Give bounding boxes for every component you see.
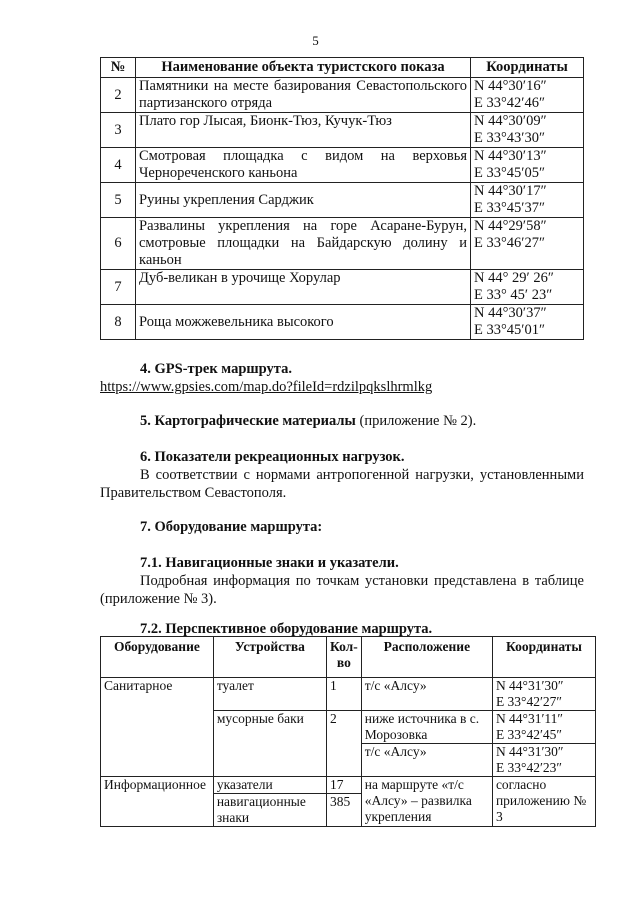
table-row xyxy=(101,678,596,711)
row-number: 4 xyxy=(101,148,136,183)
longitude: E 33°43′30″ xyxy=(474,130,545,146)
object-name: Развалины укрепления на горе Асаране-Бурун, смотровые площадки на Байдарскую долину и каньон xyxy=(136,218,471,270)
page-number: 5 xyxy=(312,33,319,48)
location: т/с «Алсу» xyxy=(361,744,492,777)
device: навигационные знаки xyxy=(213,794,326,827)
row-number: 6 xyxy=(101,218,136,270)
row-number: 5 xyxy=(101,183,136,218)
device: указатели xyxy=(213,777,326,794)
col-header-devices: Устройства xyxy=(213,637,326,678)
coordinates xyxy=(492,678,595,711)
latitude: N 44° 29′ 26″ xyxy=(474,270,554,286)
table-row xyxy=(101,113,584,148)
section-equipment xyxy=(100,518,584,536)
device: туалет xyxy=(213,678,326,711)
equipment-type: Санитарное xyxy=(101,678,214,777)
coordinates xyxy=(492,711,595,744)
section-recreation-load xyxy=(100,448,584,502)
latitude: N 44°30′09″ xyxy=(474,113,547,129)
row-number: 7 xyxy=(101,270,136,305)
latitude: N 44°31′30″ xyxy=(495,744,564,759)
device: мусорные баки xyxy=(213,711,326,777)
section-heading: 7.1. Навигационные знаки и указатели. xyxy=(140,555,399,571)
section-text: Подробная информация по точкам установки представлена в таблице (приложение № 3). xyxy=(100,573,584,607)
longitude: E 33°42′46″ xyxy=(474,95,545,111)
section-text: В соответствии с нормами антропогенной нагрузки, установленными Правительством Севастополя. xyxy=(100,467,584,501)
longitude: E 33°45′01″ xyxy=(474,322,545,338)
quantity: 1 xyxy=(326,678,361,711)
section-heading: 6. Показатели рекреационных нагрузок. xyxy=(140,449,405,465)
latitude: N 44°29′58″ xyxy=(474,218,547,234)
longitude: E 33°42′27″ xyxy=(495,694,563,709)
object-name: Плато гор Лысая, Бионк-Тюз, Кучук-Тюз xyxy=(136,113,471,148)
equipment-type: Информационное xyxy=(101,777,214,827)
table-row xyxy=(101,777,596,794)
col-header-number: № xyxy=(101,58,136,78)
section-text: (приложение № 2). xyxy=(355,413,477,429)
coordinates xyxy=(471,113,584,148)
longitude: E 33°42′45″ xyxy=(495,727,563,742)
section-gps-track xyxy=(100,360,584,396)
section-maps xyxy=(100,412,584,430)
col-header-coordinates: Координаты xyxy=(471,58,584,78)
coordinates xyxy=(471,218,584,270)
latitude: N 44°30′17″ xyxy=(474,183,547,199)
longitude: E 33°45′37″ xyxy=(474,200,545,216)
row-number: 3 xyxy=(101,113,136,148)
col-header-location: Расположение xyxy=(361,637,492,678)
row-number: 8 xyxy=(101,305,136,340)
latitude: N 44°30′16″ xyxy=(474,78,547,94)
col-header-name: Наименование объекта туристского показа xyxy=(136,58,471,78)
location: ниже источника в с. Морозовка xyxy=(361,711,492,744)
coordinates xyxy=(471,270,584,305)
latitude: N 44°31′30″ xyxy=(495,678,564,693)
table-header-row xyxy=(101,637,596,678)
section-heading: 5. Картографические материалы xyxy=(140,413,356,429)
latitude: N 44°30′13″ xyxy=(474,148,547,164)
object-name: Дуб-великан в урочище Хорулар xyxy=(136,270,471,305)
col-header-coordinates: Координаты xyxy=(492,637,595,678)
row-number: 2 xyxy=(101,78,136,113)
location: т/с «Алсу» xyxy=(361,678,492,711)
object-name: Руины укрепления Сарджик xyxy=(136,183,471,218)
table-row xyxy=(101,183,584,218)
table-header-row xyxy=(101,58,584,78)
equipment-table xyxy=(100,636,596,827)
table-row xyxy=(101,270,584,305)
object-name: Роща можжевельника высокого xyxy=(136,305,471,340)
coordinates xyxy=(471,78,584,113)
section-heading: 7. Оборудование маршрута: xyxy=(140,519,323,535)
gps-track-link[interactable]: https://www.gpsies.com/map.do?fileId=rdzilpqkslhrmlkg xyxy=(100,379,433,395)
col-header-quantity: Кол-во xyxy=(326,637,361,678)
section-heading: 7.2. Перспективное оборудование маршрута. xyxy=(140,621,433,637)
table-row xyxy=(101,218,584,270)
coordinates: согласно приложению № 3 xyxy=(492,777,595,827)
col-header-equipment: Оборудование xyxy=(101,637,214,678)
longitude: E 33°42′23″ xyxy=(495,760,563,775)
longitude: E 33°45′05″ xyxy=(474,165,545,181)
longitude: E 33°46′27″ xyxy=(474,235,545,251)
quantity: 17 xyxy=(326,777,361,794)
object-name: Памятники на месте базирования Севастопольского партизанского отряда xyxy=(136,78,471,113)
latitude: N 44°30′37″ xyxy=(474,305,547,321)
coordinates xyxy=(471,183,584,218)
table-row xyxy=(101,305,584,340)
section-navigation-signs xyxy=(100,554,584,608)
tourist-objects-table xyxy=(100,57,584,340)
latitude: N 44°31′11″ xyxy=(495,711,564,726)
object-name: Смотровая площадка с видом на верховья Чернореченского каньона xyxy=(136,148,471,183)
longitude: E 33° 45′ 23″ xyxy=(474,287,553,303)
coordinates xyxy=(492,744,595,777)
coordinates xyxy=(471,305,584,340)
quantity: 2 xyxy=(326,711,361,777)
table-row xyxy=(101,148,584,183)
location: на маршруте «т/с «Алсу» – развилка укрепления xyxy=(361,777,492,827)
quantity: 385 xyxy=(326,794,361,827)
section-heading: 4. GPS-трек маршрута. xyxy=(140,361,292,377)
coordinates xyxy=(471,148,584,183)
table-row xyxy=(101,78,584,113)
